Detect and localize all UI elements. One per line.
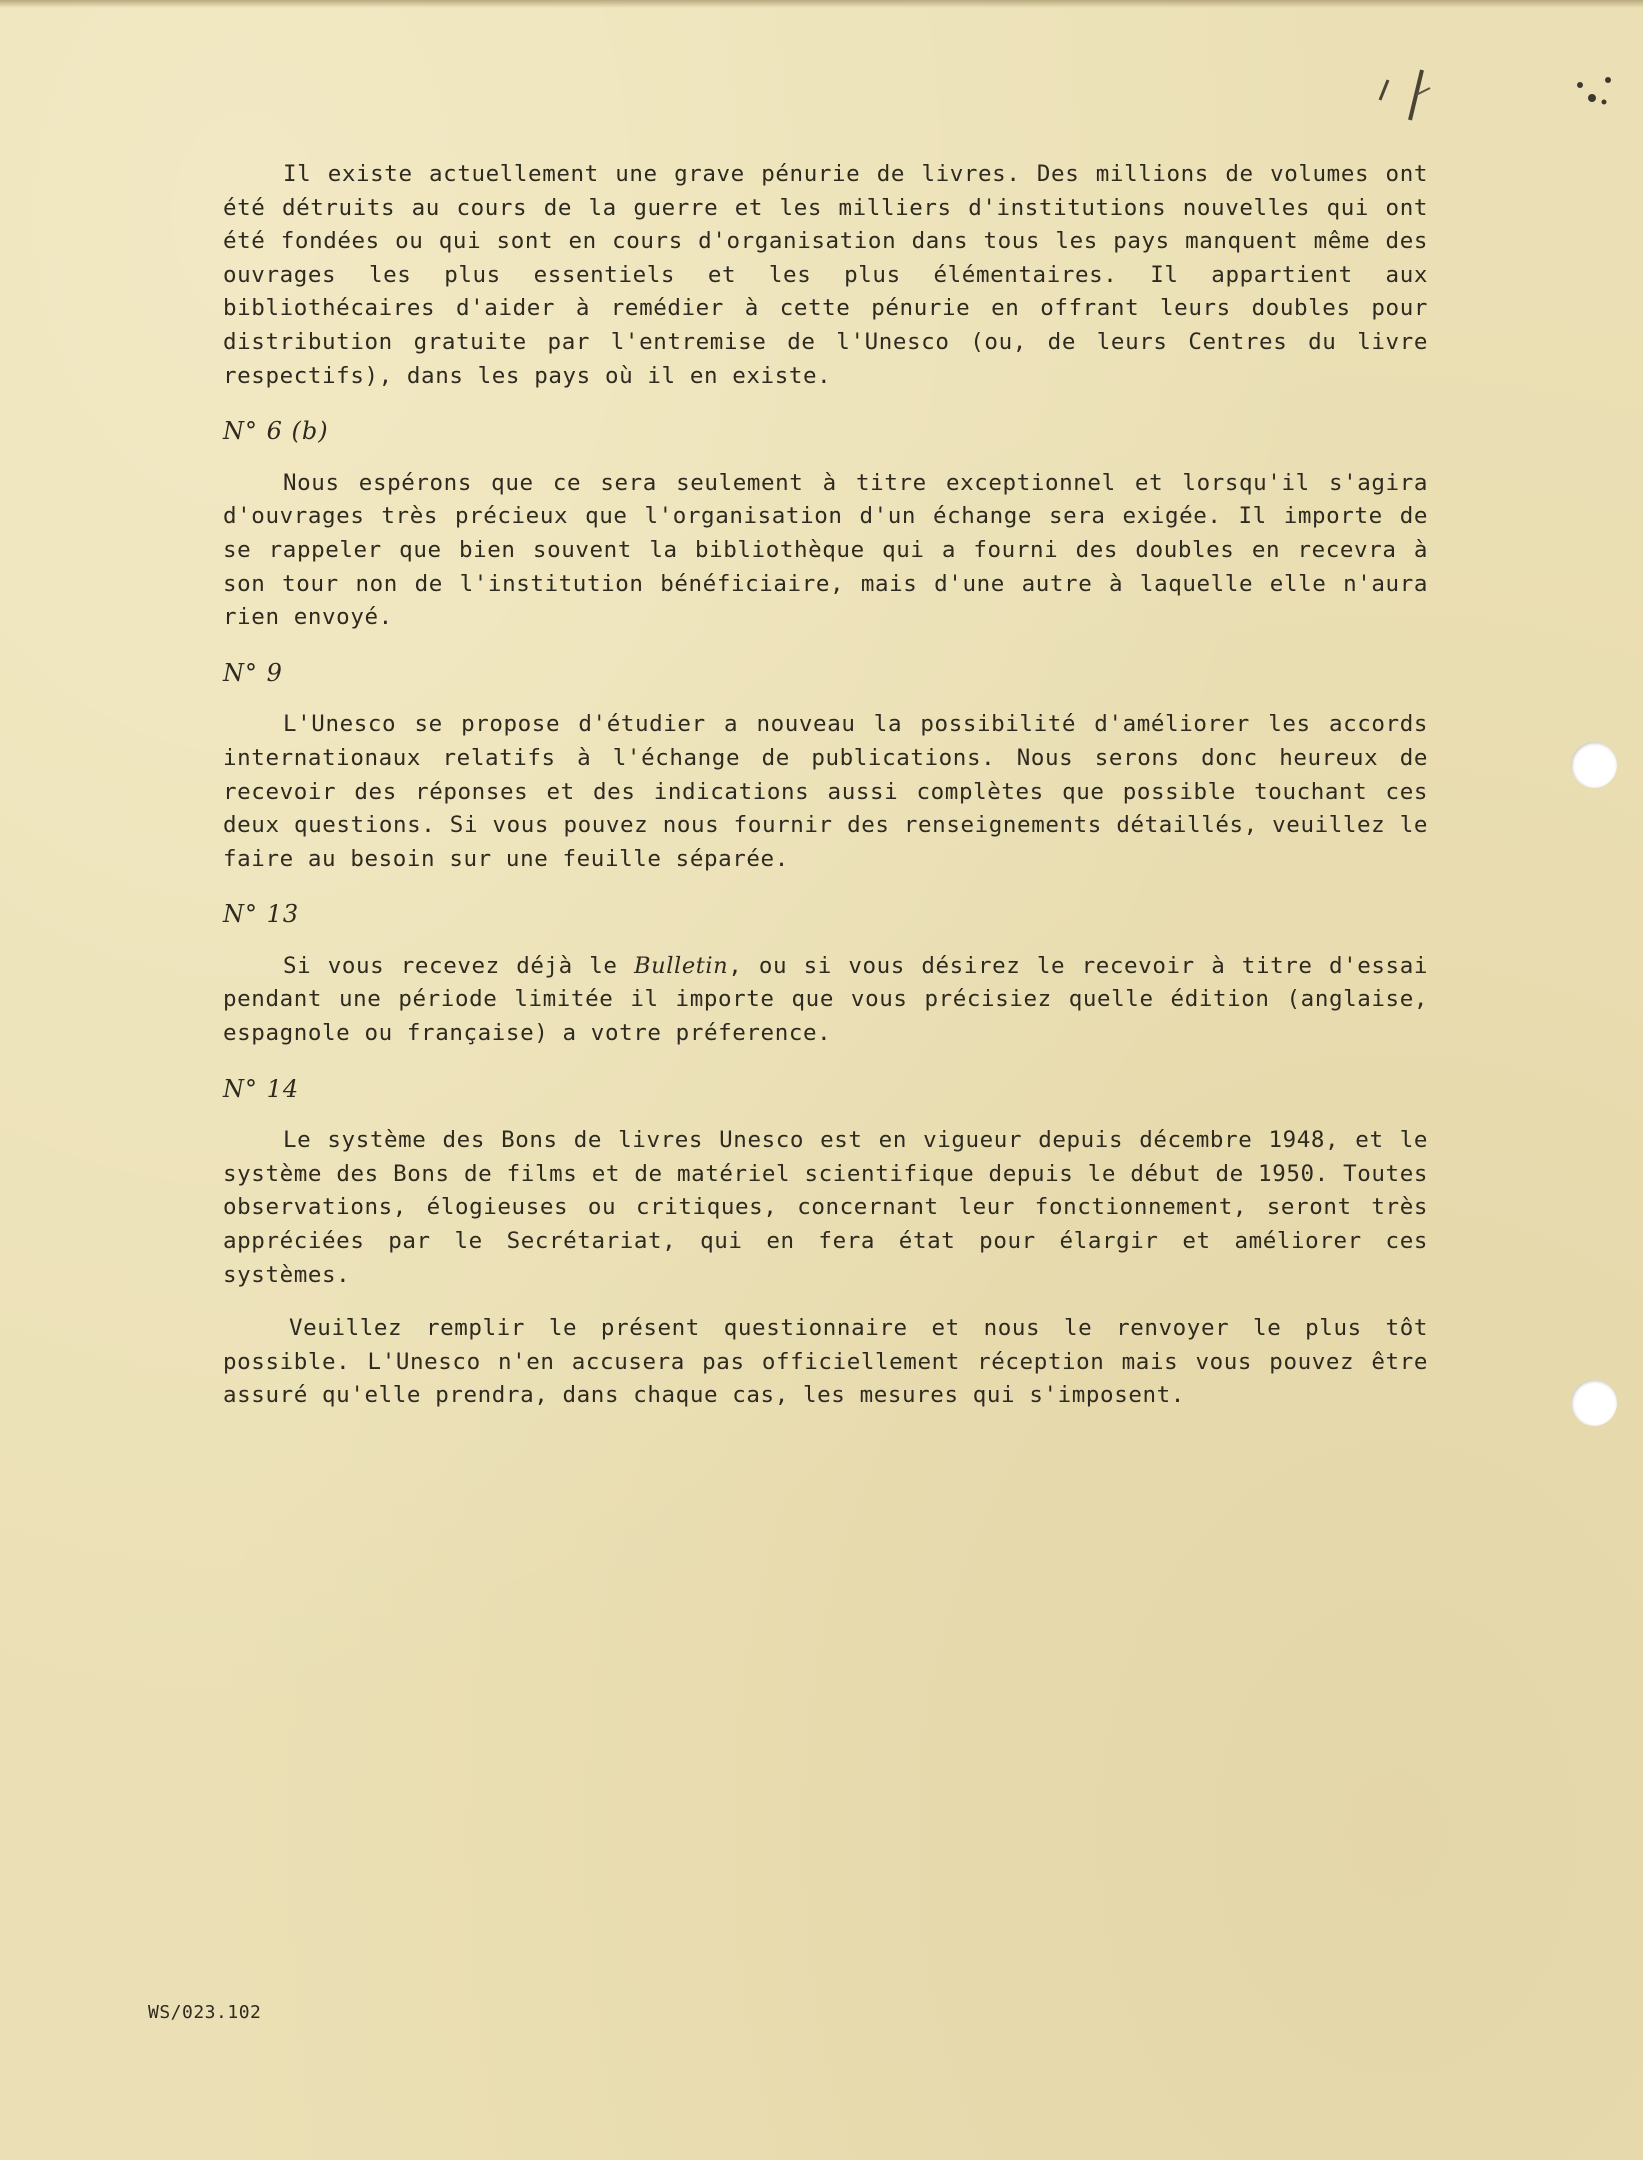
document-body (223, 158, 1428, 1413)
heading-n14: N° 14 (223, 1074, 300, 1103)
paper-top-edge (0, 0, 1643, 8)
document-reference: WS/023.102 (148, 2002, 262, 2023)
punch-hole-top (1571, 742, 1617, 788)
heading-n13: N° 13 (223, 900, 300, 929)
paragraph-n14: Le système des Bons de livres Unesco est en vigueur depuis décembre 1948, et le système des Bons de films et de matériel scientifique depuis le début de 1950. Toutes observations, élogieuses ou critiques, concernant leur fonctionnement, seront très appréciées par le Secrétariat, qui en fera état pour élargir et améliorer ces systèmes. (223, 1127, 1428, 1288)
bulletin-title: Bulletin (634, 952, 729, 979)
paragraph-n13 (223, 950, 1428, 1051)
punch-hole-bottom (1571, 1380, 1617, 1426)
ink-smudge-marks (1370, 40, 1630, 150)
n13-text-after: , ou si vous désirez le recevoir à titre d'essai pendant une période limitée il importe que vous précisiez quelle édition (anglaise, espagnole ou française) a votre préference. (223, 952, 1428, 1047)
n13-text-before: Si vous recevez déjà le (283, 952, 635, 979)
paragraph-closing: Veuillez remplir le présent questionnaire et nous le renvoyer le plus tôt possible. L'Unesco n'en accusera pas officiellement réception mais vous pouvez être assuré qu'elle prendra, dans chaque cas, les mesures qui s'imposent. (223, 1315, 1428, 1409)
heading-n6b: N° 6 (b) (223, 417, 329, 446)
paragraph-n9: L'Unesco se propose d'étudier a nouveau la possibilité d'améliorer les accords internationaux relatifs à l'échange de publications. Nous serons donc heureux de recevoir des réponses et des indications aussi complètes que possible touchant ces deux questions. Si vous pouvez nous fournir des renseignements détaillés, veuillez le faire au besoin sur une feuille séparée. (223, 711, 1428, 872)
paragraph-n6b: Nous espérons que ce sera seulement à titre exceptionnel et lorsqu'il s'agira d'ouvrages très précieux que l'organisation d'un échange sera exigée. Il importe de se rappeler que bien souvent la bibliothèque qui a fourni des doubles en recevra à son tour non de l'institution bénéficiaire, mais d'une autre à laquelle elle n'aura rien envoyé. (223, 469, 1428, 631)
paragraph-intro: Il existe actuellement une grave pénurie de livres. Des millions de volumes ont été détruits au cours de la guerre et les milliers d'institutions nouvelles qui ont été fondées ou qui sont en cours d'organisation dans tous les pays manquent même des ouvrages les plus essentiels et les plus élémentaires. Il appartient aux bibliothécaires d'aider à remédier à cette pénurie en offrant leurs doubles pour distribution gratuite par l'entremise de l'Unesco (ou, de leurs Centres du livre respectifs), dans les pays où il en existe. (223, 161, 1428, 389)
heading-n9: N° 9 (223, 658, 283, 687)
